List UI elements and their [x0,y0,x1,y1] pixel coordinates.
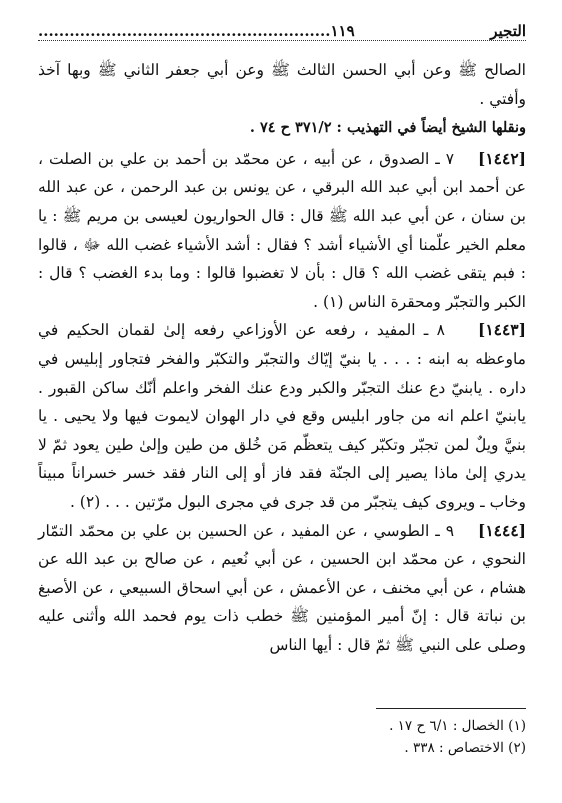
footnotes [38,708,526,759]
hadith-number: [١٤٤٣] [477,320,526,340]
hadith-1442 [38,145,526,317]
hadith-1443 [38,316,526,516]
hadith-number: [١٤٤٤] [478,520,526,540]
hadith-text: ٧ ـ الصدوق ، عن أبيه ، عن محمّد بن أحمد بن علي بن الصلت ، عن أحمد ابن أبي عبد الله البرقي ، عن يونس بن عبد الرحمن ، عن عبد الله بن سنان ، عن أبي عبد الله ﷺ قال : قال الحواريون لعيسى بن مريم ﷺ : يا معلم الخير علّمنا أي الأشياء أشد ؟ فقال : أشد الأشياء غضب الله ﷻ ، قالوا : فبم يتقى غضب الله ؟ قال : بأن لا تغضبوا قالوا : وما بدء الغضب ؟ قال : الكبر والتجبّر ومحقرة الناس (١) . [38,149,526,311]
footnote-2: (٢) الاختصاص : ٣٣٨ . [404,740,526,756]
hadith-text: ٨ ـ المفيد ، رفعه عن الأوزاعي رفعه إلىٰ لقمان الحكيم في ماوعظه به ابنه : . . . يا بنيّ إيّاك والتجبّر والتكبّر والفخر فتجاور إبليس في داره . يابنيّ دع عنك التجبّر والكبر ودع عنك الفخر واعلم أنّك ساكن القبور . يابنيّ اعلم انه من جاور ابليس وقع في دار الهوان لايموت فيها ولا يحيى . يا بنيَّ ويلٌ لمن تجبّر وتكبّر كيف يتعظّم مَن خُلق من طين وإلىٰ طين يعود ثمّ لا يدري إلىٰ ماذا يصير إلى الجنّة فقد فاز أو إلى النار فقد خسر خسراناً مبيناً وخاب ـ ويروى كيف يتجبّر من قد جرى في مجرى البول مرّتين . . . (٢) . [38,321,526,511]
hadith-number: [١٤٤٢] [478,148,526,168]
hadith-text: ٩ ـ الطوسي ، عن المفيد ، عن الحسين بن علي بن محمّد التمّار النحوي ، عن محمّد ابن الحسين ، عن أبي نُعيم ، عن صالح بن عبد الله عن هشام ، عن أبي مخنف ، عن الأعمش ، عن أبي اسحاق السبيعي ، عن الأصبغ بن نباتة قال : إنّ أمير المؤمنين ﷺ خطب ذات يوم فحمد الله وأثنى عليه وصلى على النبي ﷺ ثمّ قال : أيها الناس [38,521,526,654]
running-title: التجير [490,22,526,40]
footnote-1: (١) الخصال : ٦/١ ح ١٧ . [389,718,526,734]
page-number: ١١٩........................................................ [38,22,355,40]
hadith-1444 [38,517,526,660]
paragraph-continuation [38,56,526,113]
paragraph-text: الصالح ﷺ وعن أبي الحسن الثالث ﷺ وعن أبي جعفر الثاني ﷺ وبها آخذ وأفتي . [38,61,526,108]
citation-note [38,114,526,143]
footnote-divider [376,708,526,709]
page-header [38,14,526,41]
note-text: ونقلها الشيخ أيضاً في التهذيب : ٣٧١/٢ ح ٧٤ . [249,119,526,137]
page-body [38,56,526,659]
